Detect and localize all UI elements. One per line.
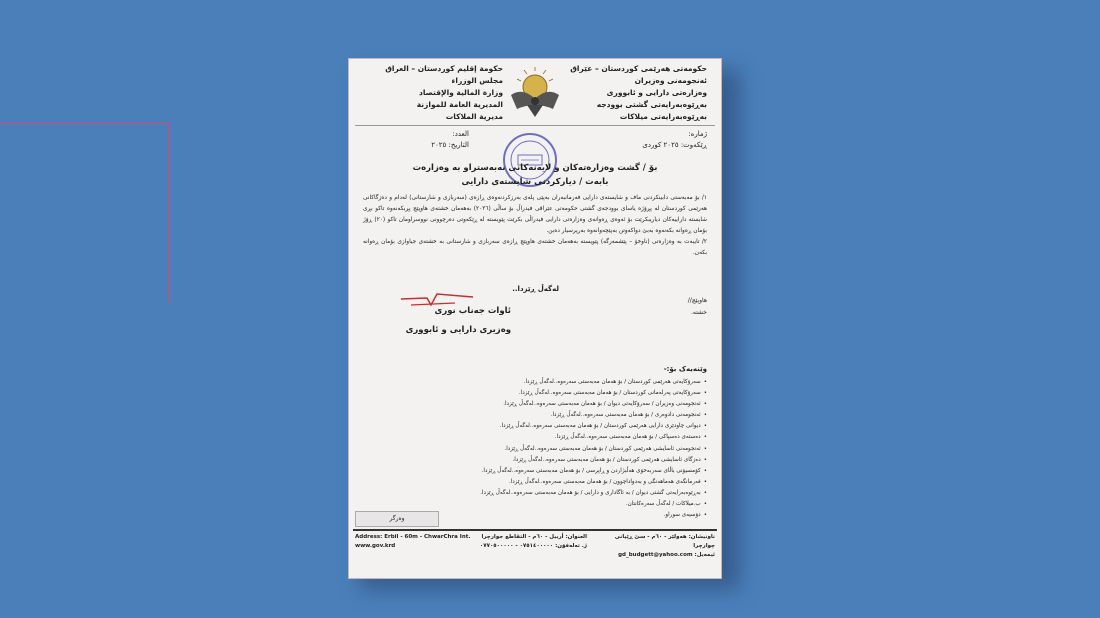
guide-line-horizontal xyxy=(0,123,170,124)
letterhead-line: حکومەتی هەرێمی کوردستان – عێراق xyxy=(570,64,707,73)
footer-kurdish xyxy=(597,533,715,560)
header-divider xyxy=(355,125,715,126)
footer-address: Address: Erbil - 60m - ChwarChra Int. xyxy=(355,534,471,540)
letter-recipient: بۆ / گشت وەزارەتەکان و لایەنەکانی نەبەستراو بە وەزارەت xyxy=(412,163,658,173)
list-item: • ئەنجومەنی ئاسایشی هەرێمی کوردستان / بۆ هەمان مەبەستی سەرەوە..لەگەڵ ڕێزدا. xyxy=(407,444,707,455)
attachment-item: خشتە. xyxy=(691,309,707,316)
reference-arabic xyxy=(359,129,469,151)
receipt-box: وەرگر xyxy=(355,511,439,527)
letterhead-line: وزارة المالية والإقتصاد xyxy=(418,88,503,97)
number-label: العدد: xyxy=(452,130,469,138)
letterhead-line: بەڕێوەبەرایەتی گشتی بوودجە xyxy=(596,100,707,109)
letterhead-kurdish xyxy=(567,63,707,123)
list-item: • دیوانی چاودێری دارایی هەرێمی کوردستان / بۆ هەمان مەبەستی سەرەوە..لەگەڵ ڕێزدا. xyxy=(407,421,707,432)
list-item: • ب.میلاکات / لەگەڵ سەرەکانتان. xyxy=(407,499,707,510)
letterhead-line: مجلس الوزراء xyxy=(451,76,503,85)
official-letter xyxy=(348,58,722,579)
list-item: • ئەنجومەنی وەزیران / سەرۆکایەتی دیوان / بۆ هەمان مەبەستی سەرەوە..لەگەڵ ڕێزدا. xyxy=(407,399,707,410)
footer-phone: ژ. تەلەفۆن: ٠٧٥١٤٠٠٠٠٠ - ٠٧٧٠٥٠٠٠٠٠ xyxy=(479,543,587,549)
attachment-label: هاوپێچ// xyxy=(687,297,707,304)
copies-list xyxy=(407,377,707,521)
reference-kurdish xyxy=(557,129,707,151)
footer-english xyxy=(355,533,470,551)
footer-website: www.gov.krd xyxy=(355,543,396,549)
list-item: • بەڕێوەبەرایەتی گشتی دیوان / بە ئاگاداری و دارایی / بۆ هەمان مەبەستی سەرەوە..لەگەڵ ڕێزدا. xyxy=(407,488,707,499)
date-label: ڕێکەوت: ٢٠٢٥ کوردی xyxy=(642,141,707,149)
list-item: • دۆسیەی سوراو. xyxy=(407,510,707,521)
footer-address: العنوان: أربيل - ٦٠م - التقاطع جوارچرا xyxy=(481,534,587,540)
letter-body: ١/ بۆ مەبەستی دابینکردنی ماف و شایستەی دارایی فەرمانبەران بەپێی پلەی بەرزکردنەوەی ڕازەی (سەربازی و شارستانی) لەدام و دەزگاکانی هەرێمی کوردستان لە پڕۆژە یاسای بوودجەی گشتی حکومەتی عێراقی فیدراڵ بۆ ساڵی (٢٠٢٦) بەهەمان خشتەی هاوپێچ پڕبکەنەوە تاکو بڕی شایستە داراییەکان دیاریبکرێت بۆ ئەوەی ڕەوانەی وەزارەتی دارایی فیدراڵی بکرێت پێویستە لە ڕێکەوتی دەرچوونی نووسراومان تاکو (٢٠) ڕۆژ بۆمان ڕەوانە بکەنەوە بەبێ دواکەوتن بەپێچەوانەوە بەرپرسیار دەبن. ٢/ تایبەت بە وەزارەتی (ناوخۆ – پێشمەرگە) پێویستە بەهەمان خشتەی هاوپێچ ڕازەی سەربازی و شارستانی بە خشتەی جیاوازی بۆمان ڕەوانە بکەن. xyxy=(363,195,707,256)
letterhead-line: حكومة إقليم كوردستان – العراق xyxy=(385,64,503,73)
list-item: • ئەنجومەنی دادوەری / بۆ هەمان مەبەستی سەرەوە..لەگەڵ ڕێزدا. xyxy=(407,410,707,421)
list-item: • سەرۆکایەتی هەرێمی کوردستان / بۆ هەمان مەبەستی سەرەوە..لەگەڵ ڕێزدا. xyxy=(407,377,707,388)
signatory-title: وەزیری دارایی و ئابووری xyxy=(405,325,511,335)
kurdistan-emblem-icon xyxy=(505,65,565,121)
list-item: • کۆمسیۆنی باڵای سەربەخۆی هەڵبژاردن و ڕاپرسی / بۆ هەمان مەبەستی سەرەوە..لەگەڵ ڕێزدا. xyxy=(407,466,707,477)
date-label: التاريخ: ٢٠٢٥ xyxy=(431,141,469,149)
list-item: • فەرمانگەی هەماهەنگی و بەدواداچوون / بۆ هەمان مەبەستی سەرەوە..لەگەڵ ڕێزدا. xyxy=(407,477,707,488)
letterhead-line: وەزارەتی دارایی و ئابووری xyxy=(606,88,707,97)
letterhead-line: المديرية العامة للموازنة xyxy=(416,100,503,109)
letter-subject: بابەت / دیارکردنی شایستەی دارایی xyxy=(461,177,609,187)
footer-arabic xyxy=(477,533,587,551)
footer-email: ئیمەیل: gd_budgett@yahoo.com xyxy=(618,552,715,558)
list-item: • دەستەی دەسپاکی / بۆ هەمان مەبەستی سەرەوە..لەگەڵ ڕێزدا. xyxy=(407,432,707,443)
copies-heading: وێنەیەک بۆ:- xyxy=(663,365,707,373)
signatory-name: ئاوات جەناب نوری xyxy=(434,306,511,316)
letterhead-line: ئەنجومەنی وەزیران xyxy=(634,76,707,85)
list-item: • دەزگای ئاسایشی هەرێمی کوردستان / بۆ هەمان مەبەستی سەرەوە..لەگەڵ ڕێزدا. xyxy=(407,455,707,466)
letterhead-line: بەڕێوەبەرایەتی میلاکات xyxy=(619,112,707,121)
number-label: ژمارە: xyxy=(688,130,707,138)
footer-divider xyxy=(353,529,717,531)
footer-address: ناونیشان: هەولێر - ٦٠م - سێ ڕێیانی چوارچرا xyxy=(614,534,715,549)
letter-closing: لەگەڵ ڕێزدا.. xyxy=(512,285,559,293)
guide-line-vertical xyxy=(169,123,170,303)
letterhead-line: مديرية الملاكات xyxy=(445,112,503,121)
letterhead-arabic xyxy=(363,63,503,123)
list-item: • سەرۆکایەتی پەرلەمانی کوردستان / بۆ هەمان مەبەستی سەرەوە..لەگەڵ ڕێزدا. xyxy=(407,388,707,399)
